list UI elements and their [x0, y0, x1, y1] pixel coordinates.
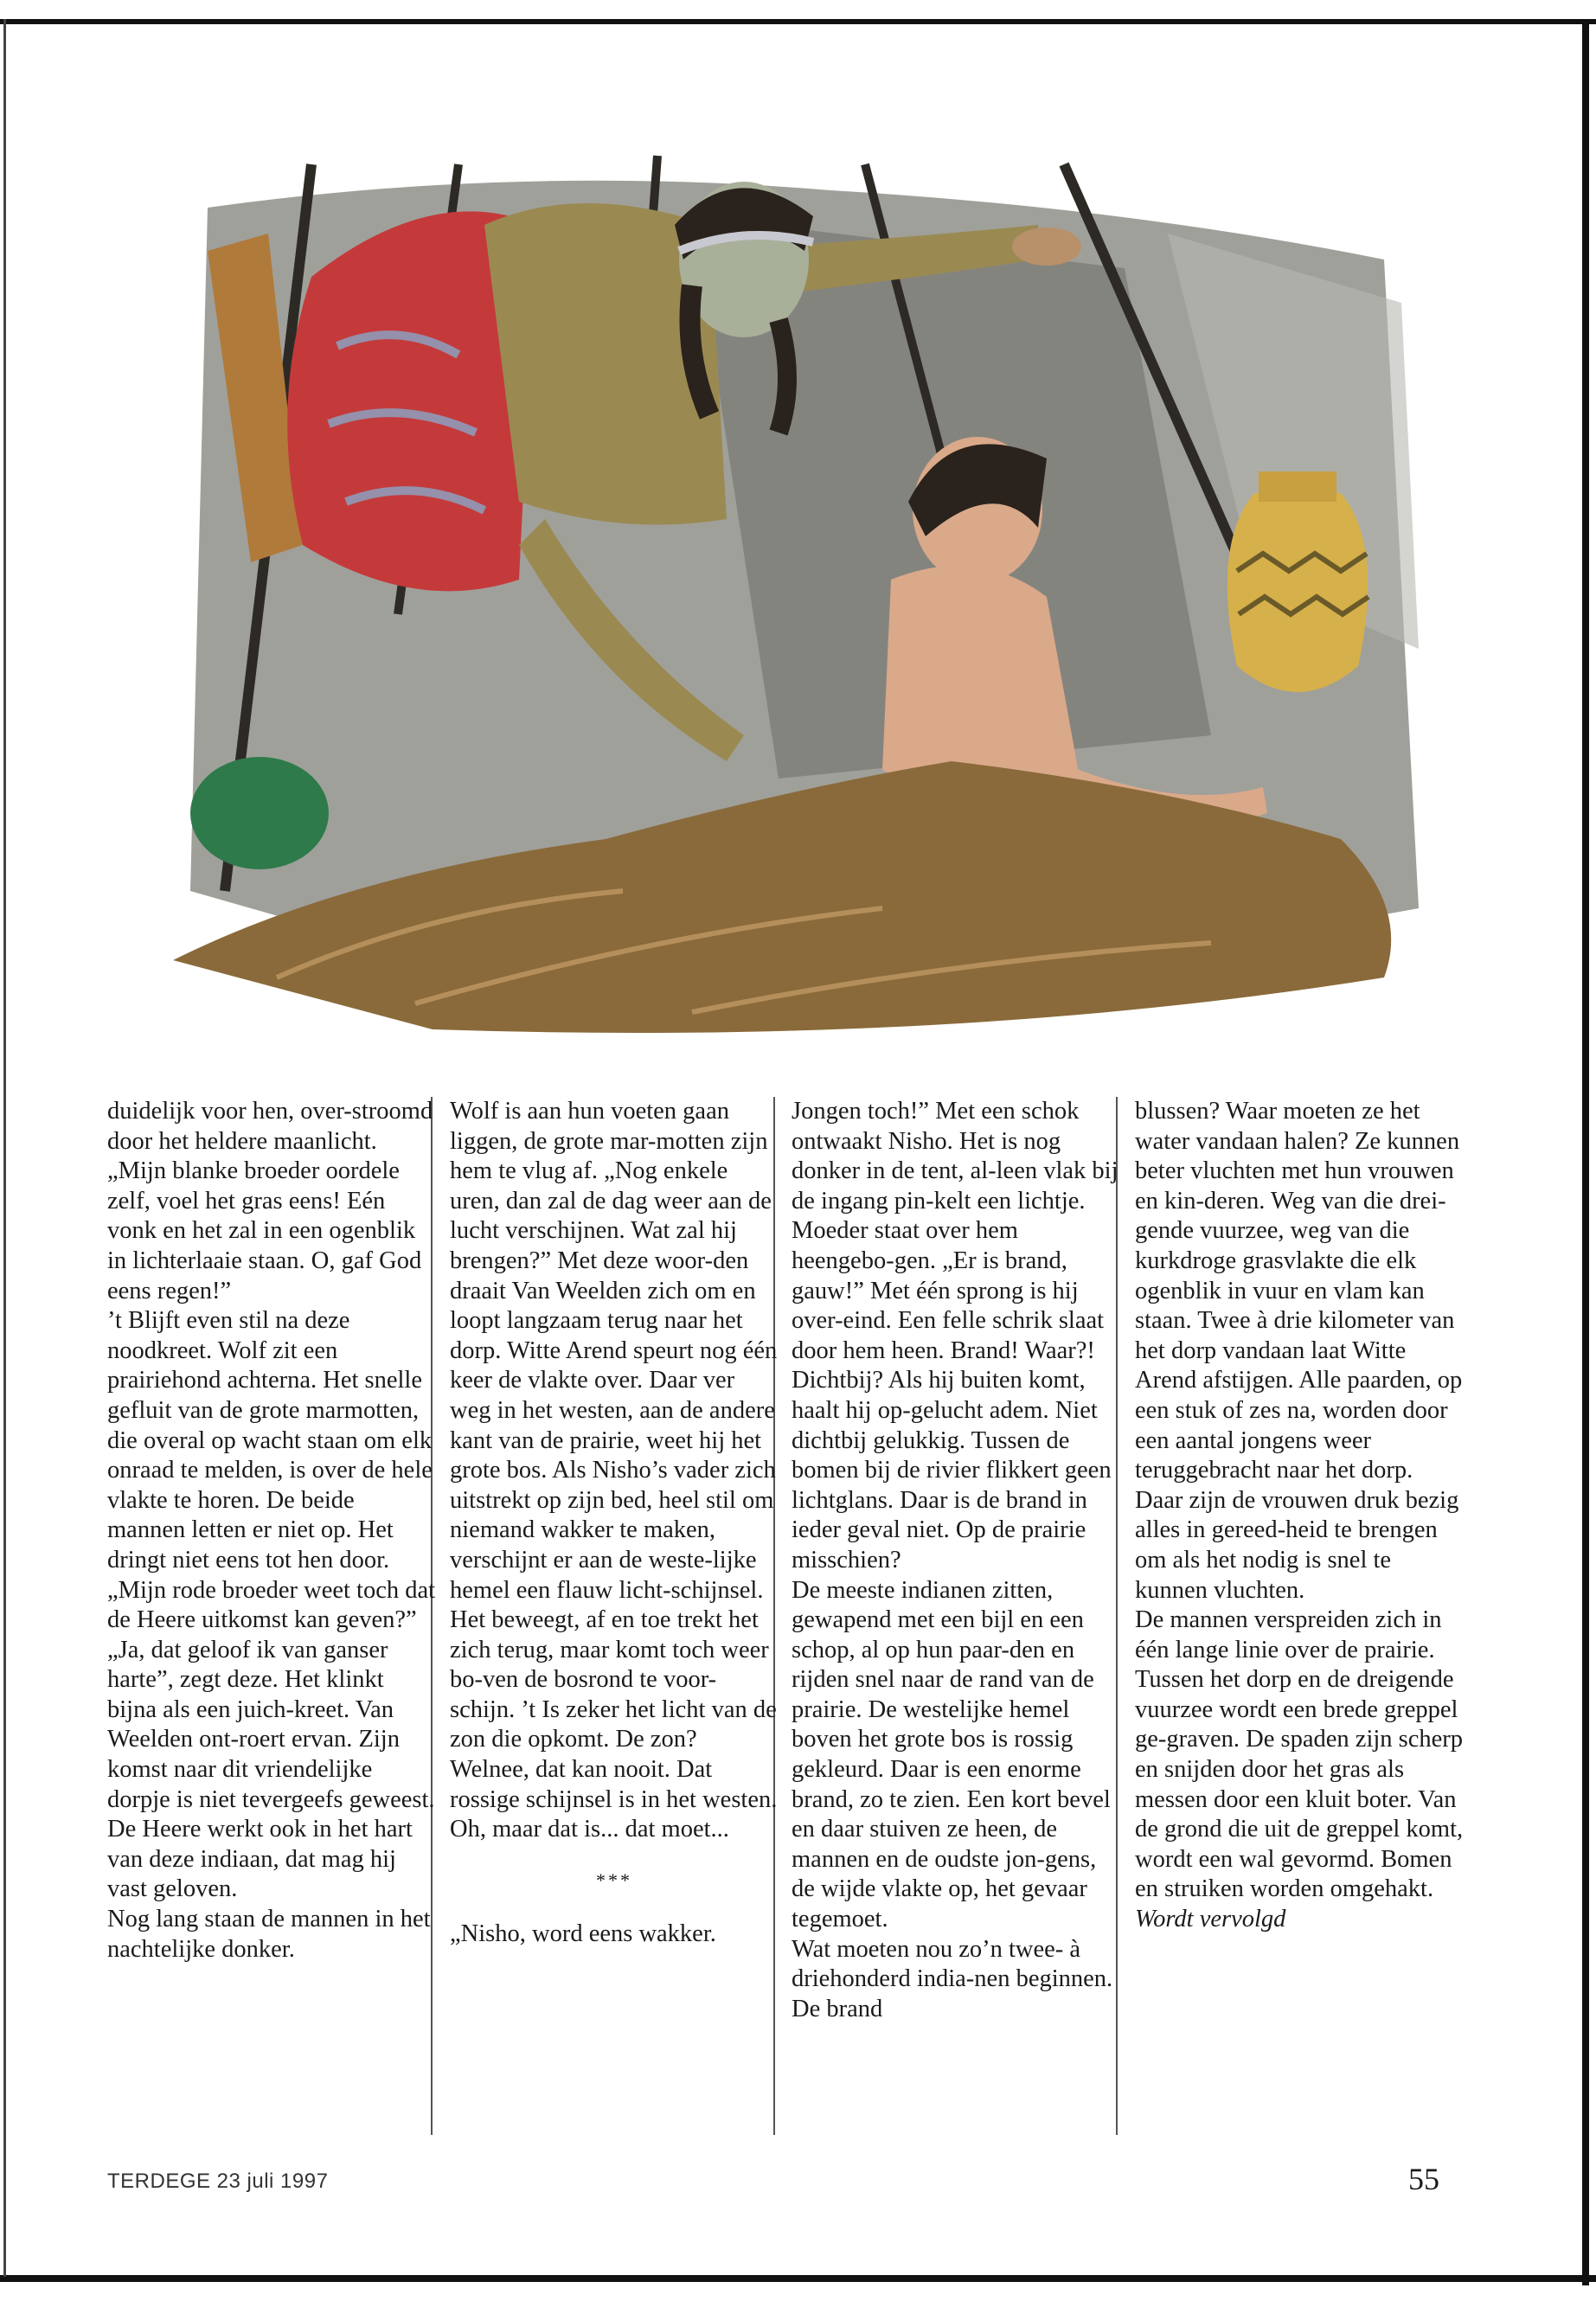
- paragraph: duidelijk voor hen, over-stroomd door het heldere maanlicht. „Mijn blanke broeder oordele zelf, voel het gras eens! Eén vonk en het zal in een ogenblik in lichterlaaie staan. O, gaf God eens regen!”: [107, 1098, 433, 1304]
- page-frame-top: [0, 19, 1596, 24]
- paragraph: „Ja, dat geloof ik van ganser harte”, zegt deze. Het klinkt bijna als een juich-kreet. Van Weelden ont-roert ervan. Zijn komst naar dit vriendelijke dorpje is niet tevergeefs geweest. De Heere werkt ook in het hart van deze indiaan, dat mag hij vast geloven.: [107, 1636, 435, 1903]
- page-frame-bottom: [0, 2275, 1596, 2282]
- paragraph: Jongen toch!” Met een schok ontwaakt Nisho. Het is nog donker in de tent, al-leen vlak bij de ingang pin-kelt een lichtje. Moeder staat over hem heengebo-gen. „Er is brand, gauw!” Met één sprong is hij over-eind. Een felle schrik slaat door hem heen. Brand! Waar?! Dichtbij? Als hij buiten komt, haalt hij op-gelucht adem. Niet dichtbij gelukkig. Tussen de bomen bij de rivier flikkert geen lichtglans. Daar is de brand in ieder geval niet. Op de prairie misschien?: [792, 1098, 1118, 1574]
- page-frame-right: [1582, 19, 1589, 2285]
- paragraph: Nog lang staan de mannen in het nachtelijke donker.: [107, 1906, 431, 1963]
- paragraph: „Mijn rode broeder weet toch dat de Heere uitkomst kan geven?”: [107, 1576, 436, 1634]
- illustration-svg: [173, 130, 1436, 1064]
- page-number: 55: [1408, 2162, 1439, 2196]
- clay-pot: [1227, 493, 1368, 692]
- publication-footer: TERDEGE 23 juli 1997: [107, 2170, 329, 2193]
- text-column-4: [1135, 1097, 1464, 1935]
- paragraph: De mannen verspreiden zich in één lange linie over de prairie. Tussen het dorp en de dreigende vuurzee wordt een brede greppel ge-graven. De spaden zijn scherp en snijden door het gras als messen door een kluit boter. Van de grond die uit de greppel komt, wordt een wal gevormd. Bomen en struiken worden omgehakt.: [1135, 1606, 1464, 1903]
- paragraph: blussen? Waar moeten ze het water vandaan halen? Ze kunnen beter vluchten met hun vrouwen en kin-deren. Weg van die drei-gende vuurzee, weg van die kurkdroge grasvlakte die elk ogenblik in vuur en vlam kan staan. Twee à drie kilometer van het dorp vandaan laat Witte Arend afstijgen. Alle paarden, op een stuk of zes na, worden door een aantal jongens weer teruggebracht naar het dorp. Daar zijn de vrouwen druk bezig alles in gereed-heid te brengen om als het nodig is snel te kunnen vluchten.: [1135, 1098, 1463, 1604]
- woman-braid: [779, 320, 787, 433]
- paragraph: ’t Blijft even stil na deze noodkreet. Wolf zit een prairiehond achterna. Het snelle gefluit van de grote marmotten, die overal op wacht staan om elk onraad te melden, is over de hele vlakte te horen. De beide mannen letten er niet op. Het dringt niet eens tot hen door.: [107, 1307, 433, 1574]
- page-frame-left: [3, 19, 6, 2277]
- story-illustration: [173, 130, 1436, 1064]
- pot-rim: [1259, 471, 1336, 502]
- section-separator: ***: [596, 1868, 632, 1891]
- paragraph: Wolf is aan hun voeten gaan liggen, de grote mar-motten zijn hem te vlug af. „Nog enkele uren, dan zal de dag weer aan de lucht verschijnen. Wat zal hij brengen?” Met deze woor-den draait Van Weelden zich om en loopt langzaam terug naar het dorp. Witte Arend speurt nog één keer de vlakte over. Daar ver weg in het westen, aan de andere kant van de prairie, weet hij het grote bos. Als Nisho’s vader zich uitstrekt op zijn bed, heel stil om niemand wakker te maken, verschijnt er aan de weste-lijke hemel een flauw licht-schijnsel. Het beweegt, af en toe trekt het zich terug, maar komt toch weer bo-ven de bosrond te voor-schijn. ’t Is zeker het licht van de zon die opkomt. De zon? Welnee, dat kan nooit. Dat rossige schijnsel is in het westen. Oh, maar dat is... dat moet...: [450, 1098, 778, 1843]
- green-bowl: [190, 757, 329, 869]
- text-column-2: [450, 1097, 779, 1950]
- paragraph: De meeste indianen zitten, gewapend met een bijl en een schop, al op hun paar-den en rijden snel naar de rand van de prairie. De westelijke hemel boven het grote bos is rossig gekleurd. Daar is een enorme brand, zo te zien. Een kort bevel en daar stuiven ze heen, de mannen en de oudste jon-gens, de wijde vlakte op, het gevaar tegemoet.: [792, 1576, 1111, 1933]
- continued-note: Wordt vervolgd: [1135, 1906, 1286, 1933]
- text-column-3: [792, 1097, 1120, 2024]
- paragraph: „Nisho, word eens wakker.: [450, 1920, 716, 1948]
- text-column-1: [107, 1097, 436, 1965]
- woman-hand: [1012, 228, 1081, 266]
- paragraph: Wat moeten nou zo’n twee- à driehonderd india-nen beginnen. De brand: [792, 1935, 1113, 2022]
